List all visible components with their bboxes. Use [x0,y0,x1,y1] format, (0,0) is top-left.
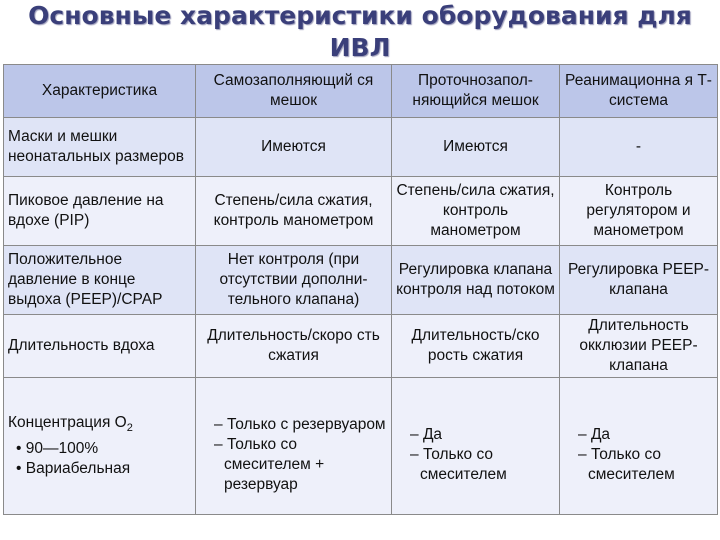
cell: Степень/сила сжатия, контроль манометром [196,177,392,246]
table-header-row [4,65,718,118]
table-row [4,118,718,177]
row-label: Пиковое давление на вдохе (PIP) [4,177,196,246]
cell: Имеются [392,118,560,177]
cell: Регулировка PEEP-клапана [560,246,718,315]
cell: - [560,118,718,177]
header-characteristic: Характеристика [4,65,196,118]
header-self-inflating-bag: Самозаполняющий ся мешок [196,65,392,118]
table-row [4,315,718,378]
cell: Регулировка клапана контроля над потоком [392,246,560,315]
table-row [4,378,718,515]
list-item: – Только с резервуаром [214,415,387,435]
header-t-piece: Реанимационна я Т-система [560,65,718,118]
cell [196,378,392,515]
page-title-line1: Основные характеристики оборудования для [28,1,692,30]
cell [392,378,560,515]
list-item: • 90—100% [16,439,191,459]
cell: Длительность окклюзии PEEP- клапана [560,315,718,378]
cell: Контроль регулятором и манометром [560,177,718,246]
page-title-line2: ИВЛ [329,33,391,62]
list-item: • Вариабельная [16,459,191,479]
page-title [0,0,720,64]
cell: Имеются [196,118,392,177]
row-label: Положительное давление в конце выдоха (PEEP)/CPAP [4,246,196,315]
cell: Степень/сила сжатия, контроль манометром [392,177,560,246]
row-label: Маски и мешки неонатальных размеров [4,118,196,177]
list-item: – Да [410,425,555,445]
table-row [4,177,718,246]
list-item: – Только со смесителем [578,445,713,485]
table-row [4,246,718,315]
row-label: Длительность вдоха [4,315,196,378]
cell: Нет контроля (при отсутствии дополни- тельного клапана) [196,246,392,315]
row-label [4,378,196,515]
row-label-list [8,439,191,479]
header-flow-inflating-bag: Проточнозапол- няющийся мешок [392,65,560,118]
cell: Длительность/скоро сть сжатия [196,315,392,378]
list-item: – Только со смесителем + резервуар [214,435,387,495]
comparison-table [3,64,718,515]
cell: Длительность/ско рость сжатия [392,315,560,378]
list-item: – Да [578,425,713,445]
row-label-main: Концентрация $O_2$ [8,414,133,435]
list-item: – Только со смесителем [410,445,555,485]
cell [560,378,718,515]
